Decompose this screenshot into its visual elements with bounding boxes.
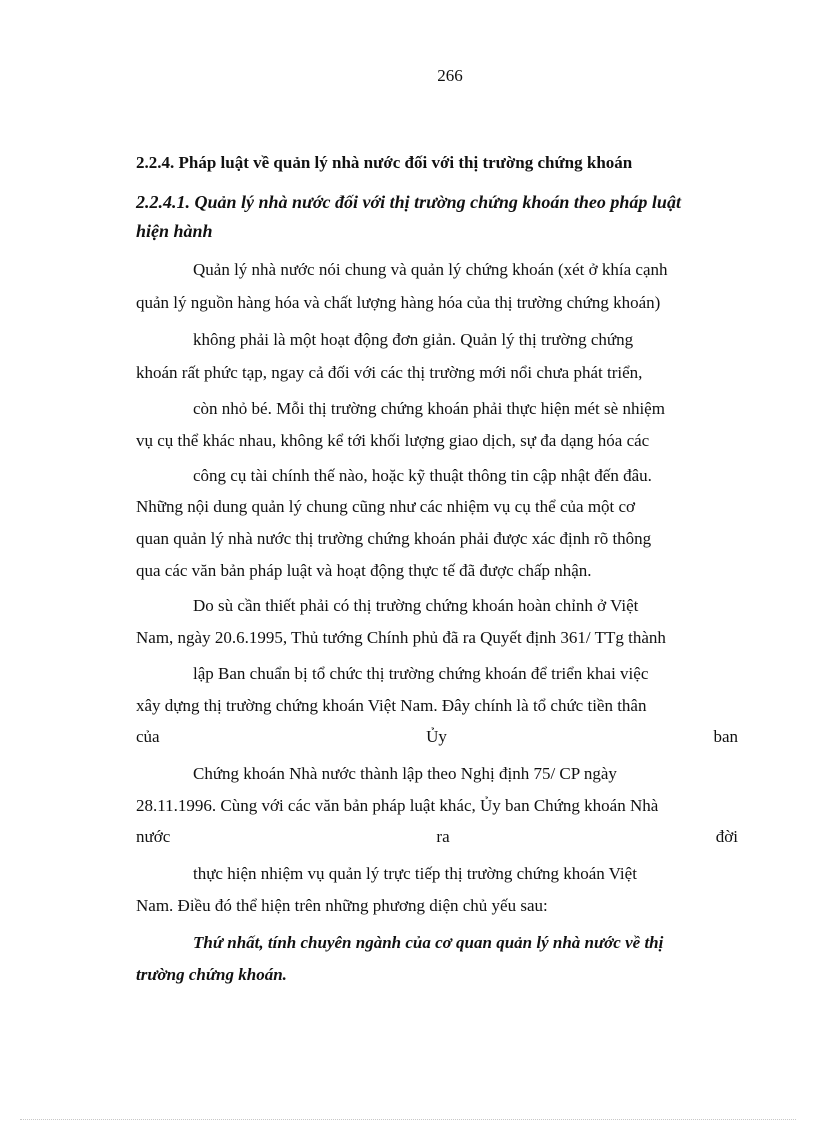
subsection-heading-line-2: hiện hành bbox=[136, 221, 213, 241]
paragraph-line: quan quản lý nhà nước thị trường chứng khoán phải được xác định rõ thông bbox=[136, 529, 652, 548]
paragraph-line: 28.11.1996. Cùng với các văn bản pháp luật khác, Ủy ban Chứng khoán Nhà bbox=[136, 796, 659, 815]
paragraph-line: Nam. Điều đó thể hiện trên những phương diện chủ yếu sau: bbox=[136, 896, 548, 915]
paragraph-line: Chứng khoán Nhà nước thành lập theo Nghị định 75/ CP ngày bbox=[193, 764, 617, 783]
word: nước bbox=[136, 827, 171, 846]
paragraph-line: Quản lý nhà nước nói chung và quản lý chứng khoán (xét ở khía cạnh bbox=[193, 260, 668, 279]
footer-divider bbox=[20, 1119, 796, 1120]
paragraph-line: xây dựng thị trường chứng khoán Việt Nam. Đây chính là tổ chức tiền thân bbox=[136, 696, 647, 715]
word: ra bbox=[436, 827, 450, 846]
paragraph-line: lập Ban chuẩn bị tổ chức thị trường chứng khoán để triển khai việc bbox=[193, 664, 649, 683]
paragraph-line: qua các văn bản pháp luật và hoạt động thực tế đã được chấp nhận. bbox=[136, 561, 592, 580]
paragraph-line: không phải là một hoạt động đơn giản. Quản lý thị trường chứng bbox=[193, 330, 634, 349]
paragraph-line: Những nội dung quản lý chung cũng như các nhiệm vụ cụ thể của một cơ bbox=[136, 497, 636, 516]
word: của bbox=[136, 727, 160, 746]
paragraph-line: vụ cụ thể khác nhau, không kể tới khối lượng giao dịch, sự đa dạng hóa các bbox=[136, 431, 650, 450]
page-number: 266 bbox=[437, 66, 463, 85]
paragraph-line-spread bbox=[136, 727, 738, 747]
paragraph-line: Do sù cần thiết phải có thị trường chứng khoán hoàn chỉnh ở Việt bbox=[193, 596, 639, 615]
word: ban bbox=[713, 727, 738, 746]
emphasis-line: Thứ nhất, tính chuyên ngành của cơ quan quản lý nhà nước về thị bbox=[193, 933, 664, 952]
emphasis-line: trường chứng khoán. bbox=[136, 965, 287, 984]
paragraph-line-spread bbox=[136, 827, 738, 847]
section-heading: 2.2.4. Pháp luật về quản lý nhà nước đối với thị trường chứng khoán bbox=[136, 153, 633, 172]
paragraph-line: thực hiện nhiệm vụ quản lý trực tiếp thị trường chứng khoán Việt bbox=[193, 864, 637, 883]
paragraph-line: quản lý nguồn hàng hóa và chất lượng hàng hóa của thị trường chứng khoán) bbox=[136, 293, 661, 312]
word: Ủy bbox=[426, 727, 447, 746]
paragraph-line: khoán rất phức tạp, ngay cả đối với các thị trường mới nổi chưa phát triển, bbox=[136, 363, 643, 382]
paragraph-line: Nam, ngày 20.6.1995, Thủ tướng Chính phủ đã ra Quyết định 361/ TTg thành bbox=[136, 628, 666, 647]
subsection-heading-line-1: 2.2.4.1. Quản lý nhà nước đối với thị trường chứng khoán theo pháp luật bbox=[136, 192, 681, 212]
word: đời bbox=[715, 827, 738, 846]
paragraph-line: công cụ tài chính thế nào, hoặc kỹ thuật thông tin cập nhật đến đâu. bbox=[193, 466, 652, 485]
paragraph-line: còn nhỏ bé. Mỗi thị trường chứng khoán phải thực hiện mét sè nhiệm bbox=[193, 399, 665, 418]
